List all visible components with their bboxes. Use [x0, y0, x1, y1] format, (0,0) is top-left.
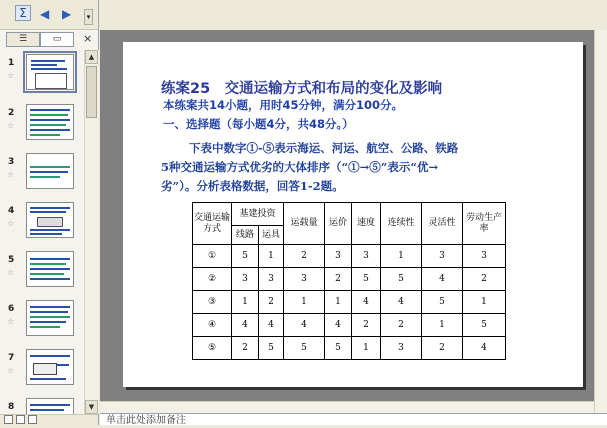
header-cell: 线路: [232, 226, 259, 245]
table-cell: 2: [463, 268, 506, 291]
animation-star-icon: ☆: [7, 121, 15, 130]
slide-preview: [26, 300, 74, 336]
table-cell: 3: [463, 245, 506, 268]
table-cell: 5: [381, 268, 422, 291]
table-cell: 1: [325, 291, 352, 314]
slide-canvas-area: [100, 30, 594, 401]
table-cell: 4: [422, 268, 463, 291]
table-cell: 1: [381, 245, 422, 268]
slide-preview: [26, 251, 74, 287]
close-pane-icon[interactable]: ×: [83, 32, 93, 45]
table-cell: 1: [352, 337, 381, 360]
back-arrow-icon[interactable]: ◀: [40, 7, 50, 21]
table-cell: 3: [259, 268, 284, 291]
toolbar: [0, 0, 98, 30]
header-cell: 灵活性: [422, 203, 463, 245]
table-cell: 3: [284, 268, 325, 291]
table-cell: 3: [381, 337, 422, 360]
question-line-3[interactable]: 劣”）。分析表格数据，回答1-2题。: [161, 179, 344, 193]
table-cell: 5: [422, 291, 463, 314]
table-row: [193, 337, 506, 360]
outline-icon: ☰: [18, 34, 28, 44]
slide-thumb-4[interactable]: [0, 200, 84, 244]
table-row: [193, 291, 506, 314]
scrollbar-thumb[interactable]: [86, 66, 97, 118]
tab-slides[interactable]: [40, 32, 74, 47]
sigma-icon[interactable]: Σ: [15, 5, 31, 21]
slide-sorter-icon[interactable]: [16, 415, 25, 424]
slides-icon: ▭: [52, 34, 62, 44]
animation-star-icon: ☆: [7, 268, 15, 277]
toolbar-overflow-icon[interactable]: ▾: [84, 9, 93, 25]
table-cell: 5: [259, 337, 284, 360]
table-cell: 4: [325, 314, 352, 337]
table-row: [193, 314, 506, 337]
slide-title[interactable]: 练案25 交通运输方式和布局的变化及影响: [161, 81, 443, 97]
slide-number: 8: [8, 402, 15, 412]
table-cell: 5: [325, 337, 352, 360]
slide-intro[interactable]: 本练案共14小题，用时45分钟，满分100分。: [163, 98, 404, 112]
table-cell: 4: [232, 314, 259, 337]
tab-outline[interactable]: [6, 32, 40, 47]
scroll-down-icon[interactable]: ▼: [85, 400, 98, 414]
table-cell: 4: [259, 314, 284, 337]
slide-number: 4: [8, 206, 15, 216]
slide-preview: [26, 349, 74, 385]
table-cell: 4: [284, 314, 325, 337]
table-cell: 2: [422, 337, 463, 360]
slide-thumb-8[interactable]: [0, 396, 84, 414]
table-cell: 3: [352, 245, 381, 268]
slide-thumb-6[interactable]: [0, 298, 84, 342]
slide-number: 6: [8, 304, 15, 314]
animation-star-icon: ☆: [7, 317, 15, 326]
table-cell: 2: [232, 337, 259, 360]
slide-number: 7: [8, 353, 15, 363]
animation-star-icon: ☆: [7, 170, 15, 179]
table-cell: 4: [352, 291, 381, 314]
table-cell: 2: [284, 245, 325, 268]
slide-preview: [26, 202, 74, 238]
slides-pane: [0, 0, 99, 425]
slide-thumb-3[interactable]: [0, 151, 84, 195]
question-line-1[interactable]: 下表中数字①-⑤表示海运、河运、航空、公路、铁路: [189, 141, 459, 155]
slide-preview: [26, 54, 74, 90]
forward-arrow-icon[interactable]: ▶: [62, 7, 72, 21]
editor-vertical-scrollbar[interactable]: [594, 30, 607, 413]
table-cell: 3: [232, 268, 259, 291]
table-cell: 1: [422, 314, 463, 337]
animation-star-icon: ☆: [7, 219, 15, 228]
data-table[interactable]: [192, 202, 506, 360]
slide-thumb-5[interactable]: [0, 249, 84, 293]
header-cell: 运具: [259, 226, 284, 245]
table-cell: ④: [193, 314, 232, 337]
table-cell: 2: [381, 314, 422, 337]
slide-thumb-2[interactable]: [0, 102, 84, 146]
table-cell: 5: [463, 314, 506, 337]
slide-number: 5: [8, 255, 15, 265]
table-cell: ⑤: [193, 337, 232, 360]
table-cell: 4: [381, 291, 422, 314]
slide-preview: [26, 104, 74, 140]
animation-star-icon: ☆: [7, 71, 15, 80]
header-cell: 速度: [352, 203, 381, 245]
table-cell: 1: [284, 291, 325, 314]
slide-section[interactable]: 一、选择题（每小题4分，共48分。）: [163, 117, 354, 131]
slide-preview: [26, 398, 74, 414]
slide-number: 3: [8, 157, 15, 167]
header-cell: 运价: [325, 203, 352, 245]
table-cell: 5: [352, 268, 381, 291]
question-line-2[interactable]: 5种交通运输方式优劣的大体排序（“①→⑤”表示“优→: [161, 160, 439, 174]
slide-number: 2: [8, 108, 15, 118]
table-cell: 3: [325, 245, 352, 268]
table-cell: 1: [232, 291, 259, 314]
header-cell: 劳动生产率: [463, 203, 506, 245]
table-row: [193, 245, 506, 268]
header-cell: 基建投资: [232, 203, 284, 226]
slideshow-icon[interactable]: [28, 415, 37, 424]
scroll-up-icon[interactable]: ▲: [85, 50, 98, 64]
notes-pane[interactable]: 单击此处添加备注: [100, 413, 607, 425]
slide-thumbnails: [0, 50, 84, 414]
table-cell: 2: [325, 268, 352, 291]
animation-star-icon: ☆: [7, 366, 15, 375]
slide-preview: [26, 153, 74, 189]
slide-canvas[interactable]: [123, 42, 583, 387]
table-cell: ①: [193, 245, 232, 268]
editor-pane: [100, 0, 607, 425]
table-row: [193, 268, 506, 291]
slide-thumb-1[interactable]: [0, 52, 84, 96]
table-cell: 2: [259, 291, 284, 314]
table-cell: 5: [284, 337, 325, 360]
view-buttons: [0, 414, 98, 426]
table-cell: ③: [193, 291, 232, 314]
normal-view-icon[interactable]: [4, 415, 13, 424]
table-cell: 1: [259, 245, 284, 268]
table-cell: 4: [463, 337, 506, 360]
table-cell: 2: [352, 314, 381, 337]
header-cell: 交通运输方式: [193, 203, 232, 245]
header-cell: 连续性: [381, 203, 422, 245]
table-cell: 5: [232, 245, 259, 268]
thumbnail-scrollbar[interactable]: [84, 50, 99, 414]
table-cell: ②: [193, 268, 232, 291]
slide-thumb-7[interactable]: [0, 347, 84, 391]
table-cell: 3: [422, 245, 463, 268]
pane-tabs: [0, 31, 98, 48]
header-cell: 运载量: [284, 203, 325, 245]
slide-number: 1: [8, 58, 15, 68]
table-cell: 1: [463, 291, 506, 314]
